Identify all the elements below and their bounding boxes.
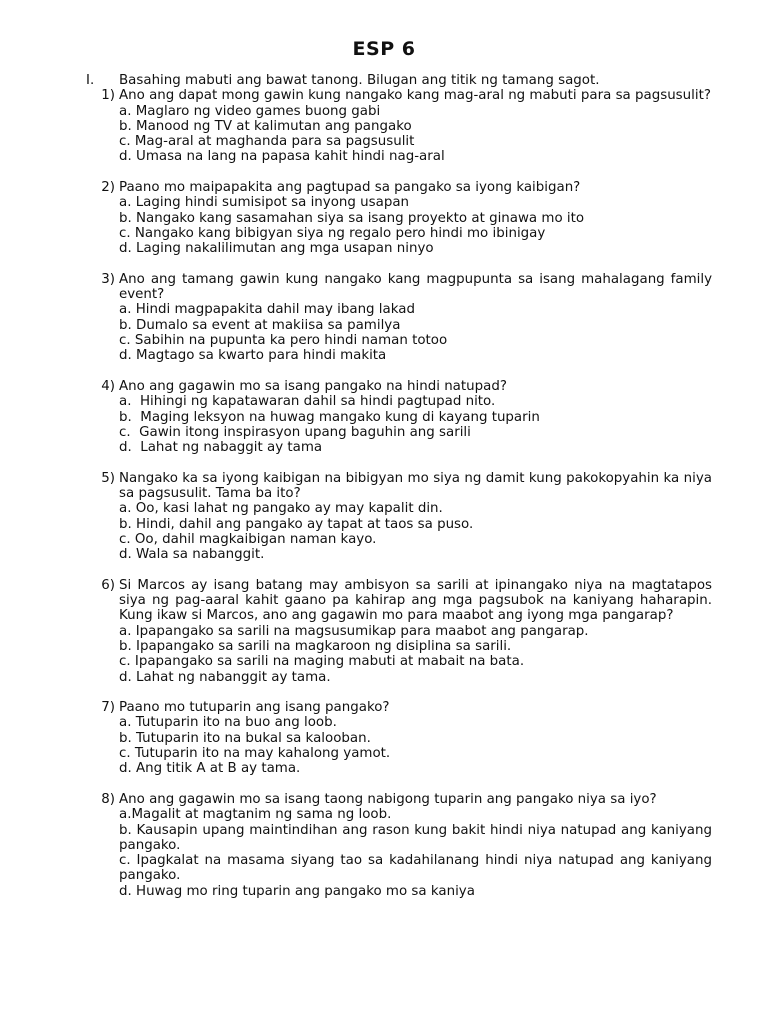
- question-text: Paano mo maipapakita ang pagtupad sa pangako sa iyong kaibigan?: [119, 180, 581, 196]
- choice-d: d. Magtago sa kwarto para hindi makita: [119, 348, 387, 364]
- choice-a: a.Magalit at magtanim ng sama ng loob.: [119, 807, 392, 823]
- section-marker: I.: [86, 73, 95, 88]
- question-number: 2): [101, 180, 115, 196]
- quiz-content: [86, 73, 712, 899]
- question-8: [86, 792, 712, 899]
- choice-b: b. Kausapin upang maintindihan ang rason kung bakit hindi niya natupad ang kaniyang pangako.: [119, 822, 712, 853]
- question-5: [86, 471, 712, 563]
- choice-c: c. Oo, dahil magkaibigan naman kayo.: [119, 531, 377, 547]
- choice-d: d. Huwag mo ring tuparin ang pangako mo sa kaniya: [119, 883, 475, 899]
- question-2: [86, 180, 712, 256]
- question-number: 8): [101, 791, 115, 807]
- question-number: 4): [101, 378, 115, 394]
- choice-a: a. Maglaro ng video games buong gabi: [119, 103, 381, 119]
- choice-a: a. Hindi magpapakita dahil may ibang lakad: [119, 302, 415, 318]
- choice-a: a. Oo, kasi lahat ng pangako ay may kapalit din.: [119, 501, 443, 517]
- choice-c: c. Gawin itong inspirasyon upang baguhin ang sarili: [119, 424, 471, 440]
- choice-b: b. Hindi, dahil ang pangako ay tapat at taos sa puso.: [119, 516, 474, 532]
- choice-d: d. Laging nakalilimutan ang mga usapan ninyo: [119, 241, 434, 257]
- question-number: 7): [101, 700, 115, 716]
- instruction-text: Basahing mabuti ang bawat tanong. Bilugan ang titik ng tamang sagot.: [119, 73, 600, 88]
- choice-c: c. Sabihin na pupunta ka pero hindi naman totoo: [119, 333, 448, 349]
- page-title: ESP 6: [352, 38, 416, 60]
- choice-c: c. Nangako kang bibigyan siya ng regalo pero hindi mo ibinigay: [119, 225, 546, 241]
- question-text: Si Marcos ay isang batang may ambisyon sa sarili at ipinangako niya na magtatapos siya ng pag-aaral kahit gaano pa kahirap ang mga pagsubok na kaniyang haharapin. Kung ikaw si Marcos, ano ang gagawin mo para maabot ang iyong mga pangarap?: [119, 577, 712, 624]
- choice-b: b. Manood ng TV at kalimutan ang pangako: [119, 118, 412, 134]
- choice-c: c. Ipapangako sa sarili na maging mabuti at mabait na bata.: [119, 654, 525, 670]
- question-4: [86, 379, 712, 455]
- question-number: 3): [101, 271, 115, 287]
- choice-d: d. Lahat ng nabanggit ay tama.: [119, 669, 331, 685]
- question-text: Ano ang dapat mong gawin kung nangako kang mag-aral ng mabuti para sa pagsusulit?: [119, 88, 711, 104]
- question-text: Ano ang tamang gawin kung nangako kang magpupunta sa isang mahalagang family event?: [119, 271, 712, 303]
- choice-b: b. Ipapangako sa sarili na magkaroon ng disiplina sa sarili.: [119, 638, 512, 654]
- choice-c: c. Tutuparin ito na may kahalong yamot.: [119, 746, 391, 762]
- choice-a: a. Laging hindi sumisipot sa inyong usapan: [119, 195, 410, 211]
- choice-a: a. Hihingi ng kapatawaran dahil sa hindi pagtupad nito.: [119, 394, 496, 410]
- choice-b: b. Nangako kang sasamahan siya sa isang proyekto at ginawa mo ito: [119, 210, 585, 226]
- choice-a: a. Tutuparin ito na buo ang loob.: [119, 715, 337, 731]
- question-text: Paano mo tutuparin ang isang pangako?: [119, 700, 390, 716]
- question-1: [86, 88, 712, 164]
- choice-d: d. Umasa na lang na papasa kahit hindi nag-aral: [119, 149, 445, 165]
- question-text: Nangako ka sa iyong kaibigan na bibigyan mo siya ng damit kung pakokopyahin ka niya sa pagsusulit. Tama ba ito?: [119, 470, 712, 502]
- question-number: 6): [101, 577, 115, 593]
- choice-c: c. Mag-aral at maghanda para sa pagsusulit: [119, 134, 415, 150]
- choice-c: c. Ipagkalat na masama siyang tao sa kadahilanang hindi niya natupad ang kaniyang pangako.: [119, 853, 712, 884]
- question-text: Ano ang gagawin mo sa isang pangako na hindi natupad?: [119, 378, 507, 394]
- choice-d: d. Ang titik A at B ay tama.: [119, 761, 301, 777]
- choice-d: d. Wala sa nabanggit.: [119, 547, 265, 563]
- question-7: [86, 700, 712, 776]
- question-number: 1): [101, 88, 115, 104]
- question-6: [86, 578, 712, 685]
- section-instruction: [86, 73, 712, 88]
- choice-b: b. Maging leksyon na huwag mangako kung di kayang tuparin: [119, 409, 540, 425]
- choice-b: b. Tutuparin ito na bukal sa kalooban.: [119, 730, 371, 746]
- question-3: [86, 272, 712, 364]
- choice-b: b. Dumalo sa event at makiisa sa pamilya: [119, 317, 401, 333]
- choice-d: d. Lahat ng nabaggit ay tama: [119, 440, 323, 456]
- question-text: Ano ang gagawin mo sa isang taong nabigong tuparin ang pangako niya sa iyo?: [119, 791, 657, 807]
- question-number: 5): [101, 470, 115, 486]
- choice-a: a. Ipapangako sa sarili na magsusumikap para maabot ang pangarap.: [119, 623, 589, 639]
